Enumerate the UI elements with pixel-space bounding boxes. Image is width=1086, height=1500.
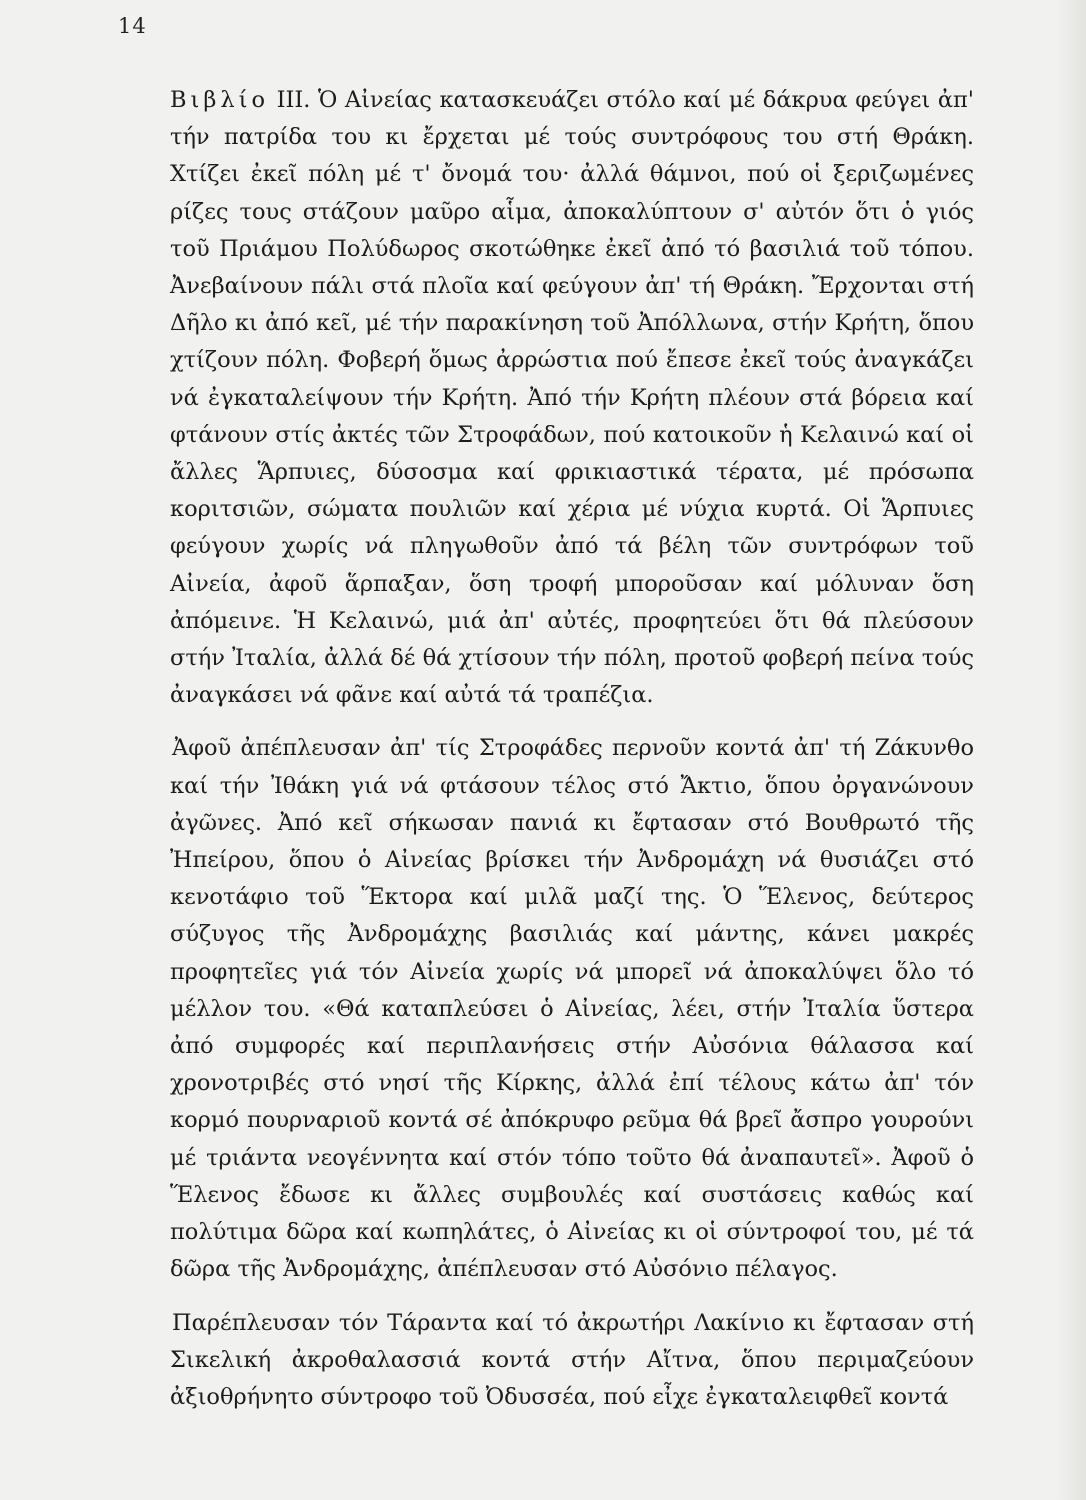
paragraph-text: ΙΙΙ. Ὁ Αἰνείας κατασκευάζει στόλο καί μέ δάκρυα φεύγει ἀπ' τήν πατρίδα του κι ἔρχεται μέ τούς συντρόφους του στή Θράκη. Χτίζει ἐκεῖ πόλη μέ τ' ὄνομά του· ἀλλά θάμνοι, πού οἱ ξεριζωμένες ρίζες τους στάζουν μαῦρο αἷμα, ἀποκαλύπτουν σ' αὐτόν ὅτι ὁ γιός τοῦ Πριάμου Πολύδωρος σκοτώθηκε ἐκεῖ ἀπό τό βασιλιά τοῦ τόπου. Ἀνεβαίνουν πάλι στά πλοῖα καί φεύγουν ἀπ' τή Θράκη. Ἔρχονται στή Δῆλο κι ἀπό κεῖ, μέ τήν παρακίνηση τοῦ Ἀπόλλωνα, στήν Κρήτη, ὅπου χτίζουν πόλη. Φοβερή ὅμως ἀρρώστια πού ἔπεσε ἐκεῖ τούς ἀναγκάζει νά ἐγκαταλείψουν τήν Κρήτη. Ἀπό τήν Κρήτη πλέουν στά βόρεια καί φτάνουν στίς ἀκτές τῶν Στροφάδων, πού κατοικοῦν ἡ Κελαινώ καί οἱ ἄλλες Ἅρπυιες, δύσοσμα καί φρικιαστικά τέρατα, μέ πρόσωπα κοριτσιῶν, σώματα πουλιῶν καί χέρια μέ νύχια κυρτά. Οἱ Ἅρπυιες φεύγουν χωρίς νά πληγωθοῦν ἀπό τά βέλη τῶν συντρόφων τοῦ Αἰνεία, ἀφοῦ ἅρπαξαν, ὅση τροφή μποροῦσαν καί μόλυναν ὅση ἀπόμεινε. Ἡ Κελαινώ, μιά ἀπ' αὐτές, προφητεύει ὅτι θά πλεύσουν στήν Ἰταλία, ἀλλά δέ θά χτίσουν τήν πόλη, προτοῦ φοβερή πείνα τούς ἀναγκάσει νά φᾶνε καί αὐτά τά τραπέζια.: [170, 87, 974, 709]
book-heading-word: Βιβλίο: [170, 87, 269, 113]
paragraph-voyage-to-epirus: Ἀφοῦ ἀπέπλευσαν ἀπ' τίς Στροφάδες περνοῦν κοντά ἀπ' τή Ζάκυνθο καί τήν Ἰθάκη γιά νά φτάσουν τέλος στό Ἄκτιο, ὅπου ὀργανώνουν ἀγῶνες. Ἀπό κεῖ σήκωσαν πανιά κι ἔφτασαν στό Βουθρωτό τῆς Ἠπείρου, ὅπου ὁ Αἰνείας βρίσκει τήν Ἀνδρομάχη νά θυσιάζει στό κενοτάφιο τοῦ Ἕκτορα καί μιλᾶ μαζί της. Ὁ Ἕλενος, δεύτερος σύζυγος τῆς Ἀνδρομάχης βασιλιάς καί μάντης, κάνει μακρές προφητεῖες γιά τόν Αἰνεία χωρίς νά μπορεῖ νά ἀποκαλύψει ὅλο τό μέλλον του. «Θά καταπλεύσει ὁ Αἰνείας, λέει, στήν Ἰταλία ὕστερα ἀπό συμφορές καί περιπλανήσεις στήν Αὐσόνια θάλασσα καί χρονοτριβές στό νησί τῆς Κίρκης, ἀλλά ἐπί τέλους κάτω ἀπ' τόν κορμό πουρναριοῦ κοντά σέ ἀπόκρυφο ρεῦμα θά βρεῖ ἄσπρο γουρούνι μέ τριάντα νεογέννητα καί στόν τόπο τοῦτο θά ἀναπαυτεῖ». Ἀφοῦ ὁ Ἕλενος ἔδωσε κι ἄλλες συμβουλές καί συστάσεις καθώς καί πολύτιμα δῶρα καί κωπηλάτες, ὁ Αἰνείας κι οἱ σύντροφοί του, μέ τά δῶρα τῆς Ἀνδρομάχης, ἀπέπλευσαν στό Αὐσόνιο πέλαγος.: [170, 735, 974, 1283]
body-text: [170, 82, 974, 1416]
paragraph-book-iii-summary: [170, 82, 974, 714]
page-edge-shadow: [1056, 0, 1086, 1500]
paragraph-sicily: Παρέπλευσαν τόν Τάραντα καί τό ἀκρωτήρι Λακίνιο κι ἔφτασαν στή Σικελική ἀκροθαλασσιά κοντά στήν Αἴτνα, ὅπου περιμαζεύουν ἀξιοθρήνητο σύντροφο τοῦ Ὀδυσσέα, πού εἶχε ἐγκαταλειφθεῖ κοντά: [170, 1309, 974, 1410]
page-number: 14: [118, 14, 147, 38]
